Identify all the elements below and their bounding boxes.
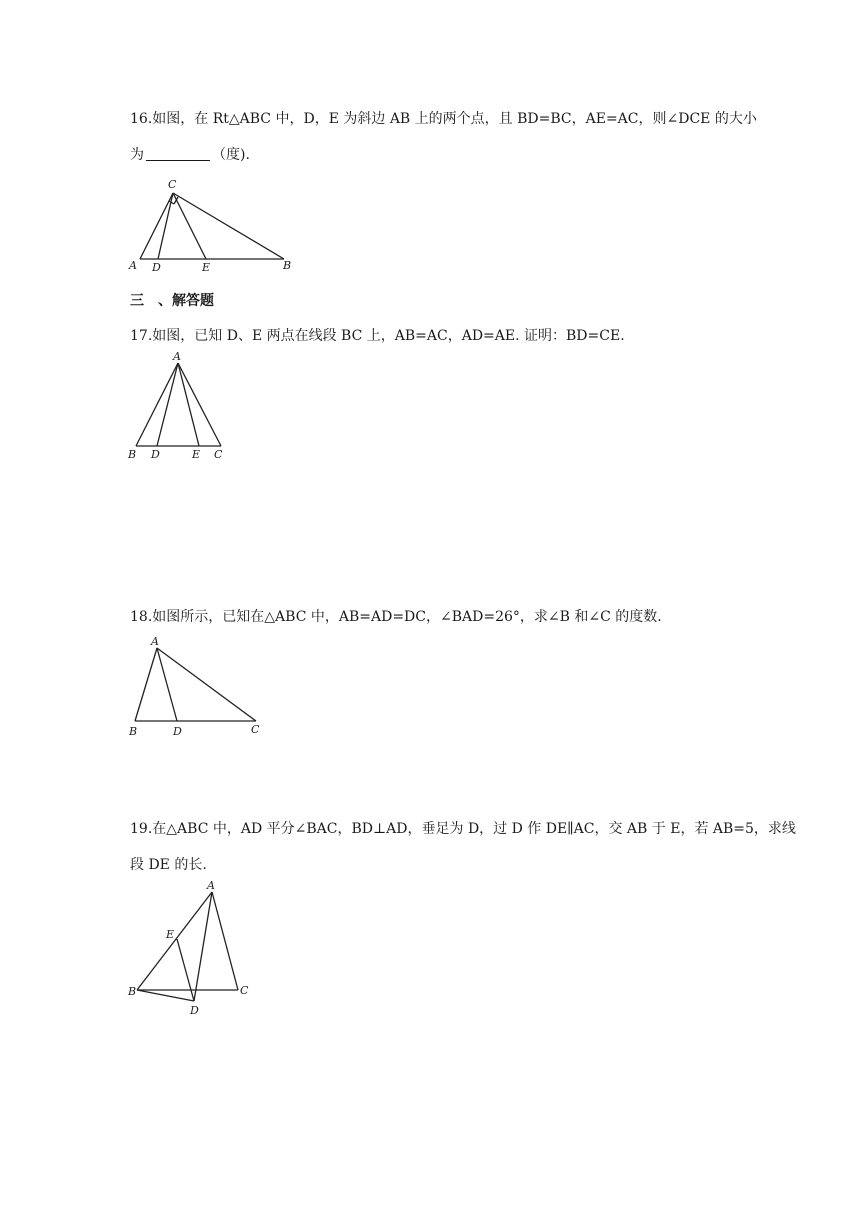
q19-segment-bd <box>137 990 194 1001</box>
q17-segment-ad <box>157 363 178 446</box>
q16-label-e: E <box>202 261 211 274</box>
q19-label-a: A <box>207 879 215 892</box>
q16-answer-blank[interactable] <box>146 146 210 161</box>
q16-text-suffix: （度). <box>212 147 250 163</box>
q18-label-d: D <box>173 725 182 738</box>
q19-label-b: B <box>128 985 137 998</box>
q17-label-c: C <box>214 448 223 461</box>
q18-segment-ab <box>135 648 157 721</box>
q17-label-d: D <box>151 448 160 461</box>
q19-label-c: C <box>240 984 249 997</box>
section-heading: 三 、解答题 <box>130 293 214 309</box>
q16-text-line2 <box>130 146 250 164</box>
q19-segment-ab <box>137 892 212 990</box>
q17-label-a: A <box>173 350 181 363</box>
q19-figure <box>126 876 261 1021</box>
q18-label-c: C <box>251 723 260 736</box>
q17-text: 17.如图，已知 D、E 两点在线段 BC 上，AB=AC，AD=AE. 证明：BD=CE. <box>130 328 625 344</box>
q17-label-e: E <box>192 448 201 461</box>
q17-segment-ac <box>178 363 221 446</box>
q16-label-a: A <box>129 259 137 272</box>
q16-label-b: B <box>283 259 292 272</box>
q18-figure <box>126 633 271 743</box>
q17-segment-ae <box>178 363 199 446</box>
q19-segment-ac <box>212 892 238 990</box>
q16-segment-ac <box>140 193 173 259</box>
q17-figure <box>126 350 236 465</box>
q17-label-b: B <box>128 448 137 461</box>
q17-segment-ab <box>136 363 178 446</box>
q16-label-c: C <box>168 178 177 191</box>
q18-segment-ad <box>157 648 177 721</box>
q19-text-line1: 19.在△ABC 中，AD 平分∠BAC，BD⊥AD，垂足为 D，过 D 作 DE∥AC，交 AB 于 E，若 AB=5，求线 <box>130 821 796 837</box>
q18-label-a: A <box>151 635 159 648</box>
q16-figure <box>126 176 306 276</box>
q19-segment-de <box>177 939 194 1001</box>
q16-text-line1: 16.如图，在 Rt△ABC 中，D，E 为斜边 AB 上的两个点，且 BD=BC，AE=AC，则∠DCE 的大小 <box>130 111 757 127</box>
q16-segment-cd <box>158 193 173 259</box>
q19-segment-ad <box>194 892 212 1001</box>
q18-label-b: B <box>129 725 138 738</box>
q19-text-line2: 段 DE 的长. <box>130 857 207 873</box>
q18-segment-ac <box>157 648 256 721</box>
q16-text-prefix: 为 <box>130 147 144 163</box>
q16-label-d: D <box>152 261 161 274</box>
q18-text: 18.如图所示，已知在△ABC 中，AB=AD=DC，∠BAD=26°，求∠B 和∠C 的度数. <box>130 609 662 625</box>
q19-label-d: D <box>190 1004 199 1017</box>
q19-label-e: E <box>166 928 175 941</box>
